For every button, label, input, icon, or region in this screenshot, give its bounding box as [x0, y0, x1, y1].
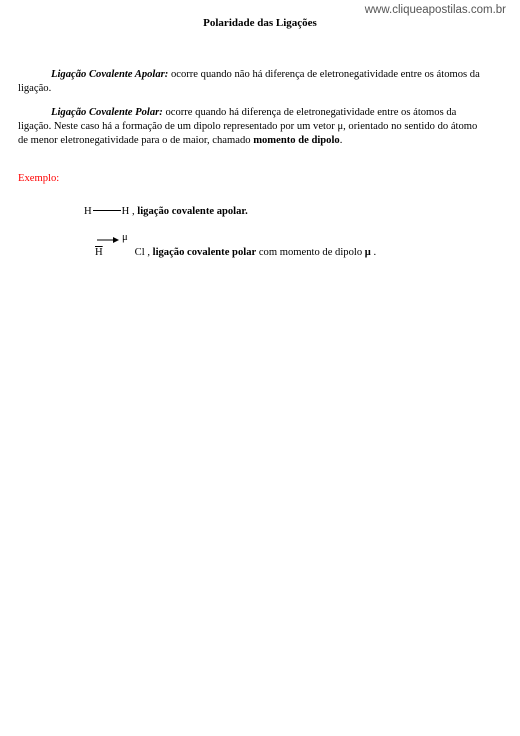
dipole-mu-label: μ — [122, 232, 128, 243]
example1-description: ligação covalente apolar. — [137, 206, 248, 217]
atom-cl: Cl — [134, 247, 145, 258]
definition-polar-end: . — [339, 135, 343, 146]
dipole-arrow-icon — [96, 236, 120, 244]
atom-h-right: H — [121, 206, 130, 217]
atom-h-left: H — [84, 206, 92, 217]
example2-end: . — [370, 247, 377, 258]
separator: , — [129, 206, 138, 217]
definition-polar: ocorre quando há diferença de eletronegatividade entre os átomos da ligação. Neste caso há a formação de um dipolo representado por um vetor μ, orientado no sentido do átomo de menor eletronegatividade para o de maior, chamado — [18, 107, 478, 146]
dipole-symbol: μ — [364, 247, 371, 258]
term-apolar: Ligação Covalente Apolar: — [51, 69, 169, 80]
separator: , — [144, 247, 153, 258]
atom-h: $\overline{H}$ — [95, 247, 103, 258]
example2-description-rest: com momento de dipolo — [256, 247, 365, 258]
example2-description-bold: ligação covalente polar — [152, 247, 257, 258]
example-hcl — [95, 247, 376, 258]
example-h2 — [84, 206, 248, 217]
paragraph-polar — [18, 106, 488, 148]
definition-apolar: ocorre quando não há diferença de eletronegatividade entre os átomos da ligação. — [18, 69, 480, 94]
single-bond-line — [93, 210, 121, 211]
term-polar: Ligação Covalente Polar: — [51, 107, 163, 118]
page-title: Polaridade das Ligações — [203, 17, 317, 29]
watermark-url: www.cliqueapostilas.com.br — [364, 4, 506, 16]
term-dipole-moment: momento de dipolo — [253, 135, 340, 146]
paragraph-apolar — [18, 68, 488, 96]
example-heading: Exemplo: — [18, 173, 60, 184]
